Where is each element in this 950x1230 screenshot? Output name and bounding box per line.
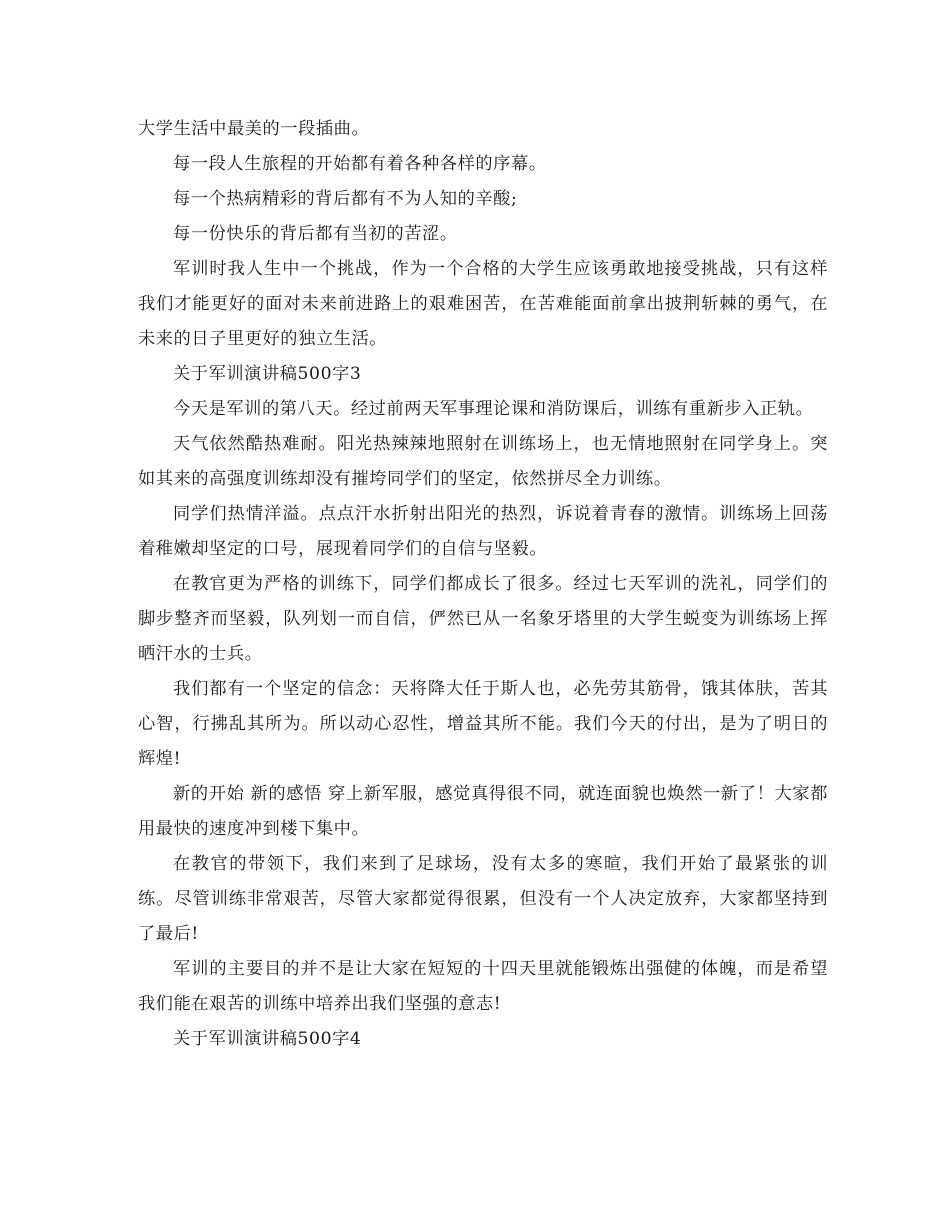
document-page xyxy=(138,112,828,1057)
paragraph: 每一段人生旅程的开始都有着各种各样的序幕。 xyxy=(173,154,547,174)
paragraph: 在教官的带领下，我们来到了足球场，没有太多的寒暄，我们开始了最紧张的训练。尽管训练非常艰苦，尽管大家都觉得很累，但没有一个人决定放弃，大家都坚持到了最后! xyxy=(138,854,828,944)
paragraph: 今天是军训的第八天。经过前两天军事理论课和消防课后，训练有重新步入正轨。 xyxy=(173,399,814,419)
paragraph: 军训时我人生中一个挑战，作为一个合格的大学生应该勇敢地接受挑战，只有这样我们才能更好的面对未来前进路上的艰难困苦，在苦难能面前拿出披荆斩棘的勇气，在未来的日子里更好的独立生活。 xyxy=(138,259,828,349)
paragraph: 每一个热病精彩的背后都有不为人知的辛酸; xyxy=(173,189,518,209)
paragraph: 每一份快乐的背后都有当初的苦涩。 xyxy=(173,224,458,244)
paragraph: 大学生活中最美的一段插曲。 xyxy=(138,119,370,139)
paragraph: 我们都有一个坚定的信念：天将降大任于斯人也，必先劳其筋骨，饿其体肤，苦其心智，行拂乱其所为。所以动心忍性，增益其所不能。我们今天的付出，是为了明日的辉煌! xyxy=(138,679,828,769)
section-heading: 关于军训演讲稿500字4 xyxy=(173,1029,362,1049)
paragraph: 同学们热情洋溢。点点汗水折射出阳光的热烈，诉说着青春的激情。训练场上回荡着稚嫩却坚定的口号，展现着同学们的自信与坚毅。 xyxy=(138,504,828,559)
paragraph: 军训的主要目的并不是让大家在短短的十四天里就能锻炼出强健的体魄，而是希望我们能在艰苦的训练中培养出我们坚强的意志! xyxy=(138,959,828,1014)
paragraph: 新的开始 新的感悟 穿上新军服，感觉真得很不同，就连面貌也焕然一新了！大家都用最快的速度冲到楼下集中。 xyxy=(138,784,828,839)
paragraph: 天气依然酷热难耐。阳光热辣辣地照射在训练场上，也无情地照射在同学身上。突如其来的高强度训练却没有摧垮同学们的坚定，依然拼尽全力训练。 xyxy=(138,434,828,489)
section-heading: 关于军训演讲稿500字3 xyxy=(173,364,362,384)
paragraph: 在教官更为严格的训练下，同学们都成长了很多。经过七天军训的洗礼，同学们的脚步整齐而坚毅，队列划一而自信，俨然已从一名象牙塔里的大学生蜕变为训练场上挥晒汗水的士兵。 xyxy=(138,574,828,664)
